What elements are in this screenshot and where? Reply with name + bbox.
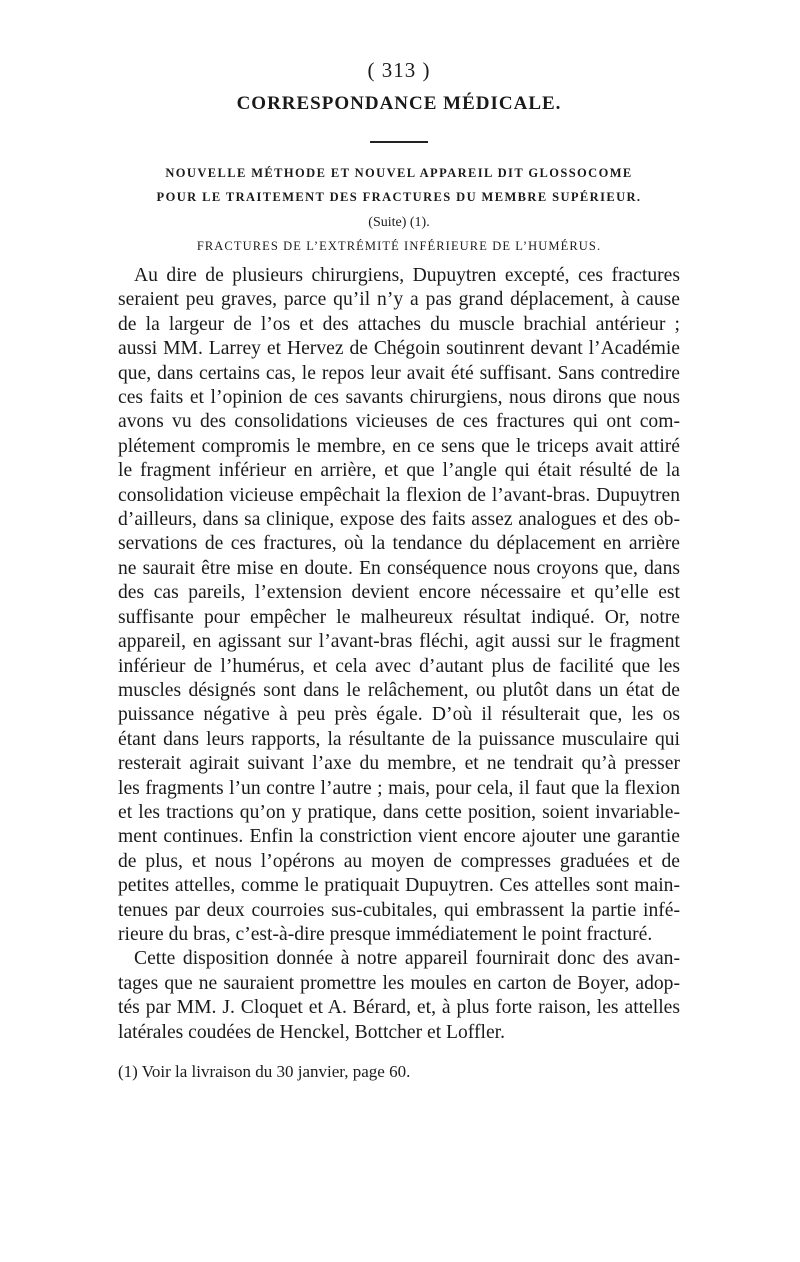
text-line: de plus, et nous l’opérons au moyen de compresses graduées et de <box>118 850 680 872</box>
text-line: des cas pareils, l’extension devient encore nécessaire et qu’elle est <box>118 582 680 604</box>
text-line: latérales coudées de Henckel, Bottcher et Loffler. <box>118 1021 505 1043</box>
text-line: avons vu des consolidations vicieuses de ces fractures qui ont com- <box>118 411 680 433</box>
text-line: tenues par deux courroies sus-cubitales, qui embrassent la partie infé- <box>118 899 680 921</box>
text-line: petites attelles, comme le pratiquait Dupuytren. Ces attelles sont main- <box>118 875 680 897</box>
text-line: et les tractions qu’on y pratique, dans cette position, soient invariable- <box>118 801 680 823</box>
text-line: muscles désignés sont dans le relâchement, ou plutôt dans un état de <box>118 679 680 701</box>
text-line: suffisante pour empêcher le malheureux résultat indiqué. Or, notre <box>118 606 680 628</box>
text-line: le fragment inférieur en arrière, et que l’angle qui était résulté de la <box>118 460 680 482</box>
text-line: consolidation vicieuse empêchait la flexion de l’avant-bras. Dupuytren <box>118 484 680 506</box>
text-line: de la largeur de l’os et des attaches du muscle brachial antérieur ; <box>118 313 680 335</box>
text-line: étant dans leurs rapports, la résultante de la puissance musculaire qui <box>118 728 680 750</box>
text-line: tés par MM. J. Cloquet et A. Bérard, et, à plus forte raison, les attelles <box>118 997 680 1019</box>
text-line: servations de ces fractures, où la tendance du déplacement en arrière <box>118 533 680 555</box>
body-paragraph-2 <box>118 947 680 1045</box>
article-title-line-2: POUR LE TRAITEMENT DES FRACTURES DU MEMBRE SUPÉRIEUR. <box>156 190 642 204</box>
section-subheading: FRACTURES DE L’EXTRÉMITÉ INFÉRIEURE DE L’HUMÉRUS. <box>196 239 602 253</box>
title-divider <box>370 141 428 143</box>
article-title-line-1: NOUVELLE MÉTHODE ET NOUVEL APPAREIL DIT GLOSSOCOME <box>165 166 633 180</box>
text-line: tages que ne sauraient promettre les moules en carton de Boyer, adop- <box>118 972 680 994</box>
text-line: rieure du bras, c’est-à-dire presque immédiatement le point fracturé. <box>118 923 653 945</box>
book-page <box>118 58 680 1083</box>
section-title: CORRESPONDANCE MÉDICALE. <box>236 93 562 114</box>
text-line: resterait agirait suivant l’axe du membre, et ne tendrait qu’à presser <box>118 753 680 775</box>
article-title <box>118 161 680 209</box>
text-line: Au dire de plusieurs chirurgiens, Dupuytren excepté, ces fractures <box>134 265 680 286</box>
body-paragraph-1 <box>118 264 680 947</box>
text-line: ment continues. Enfin la constriction vient encore ajouter une garantie <box>118 826 680 848</box>
text-line: que, dans certains cas, le repos leur avait été suffisant. Sans contredire <box>118 362 680 384</box>
text-line: d’ailleurs, dans sa clinique, expose des faits assez analogues et des ob- <box>118 509 680 531</box>
text-line: seraient peu graves, parce qu’il n’y a pas grand déplacement, à cause <box>118 289 680 311</box>
page-number: ( 313 ) <box>367 58 431 82</box>
text-line: ces faits et l’opinion de ces savants chirurgiens, nous dirons que nous <box>118 387 680 409</box>
text-line: les fragments l’un contre l’autre ; mais, pour cela, il faut que la flexion <box>118 777 680 799</box>
text-line: inférieur de l’humérus, et cela avec d’autant plus de facilité que les <box>118 655 680 677</box>
text-line: plétement compromis le membre, en ce sens que le triceps avait attiré <box>118 435 680 457</box>
text-line: appareil, en agissant sur l’avant-bras fléchi, agit aussi sur le fragment <box>118 631 680 653</box>
continuation-note: (Suite) (1). <box>368 215 430 230</box>
footnote: (1) Voir la livraison du 30 janvier, page 60. <box>118 1062 411 1081</box>
text-line: puissance négative à peu près égale. D’où il résulterait que, les os <box>118 704 680 726</box>
text-line: Cette disposition donnée à notre appareil fournirait donc des avan- <box>134 948 680 970</box>
text-line: ne saurait être mise en doute. En conséquence nous croyons que, dans <box>118 557 680 579</box>
text-line: aussi MM. Larrey et Hervez de Chégoin soutinrent devant l’Académie <box>118 338 680 360</box>
